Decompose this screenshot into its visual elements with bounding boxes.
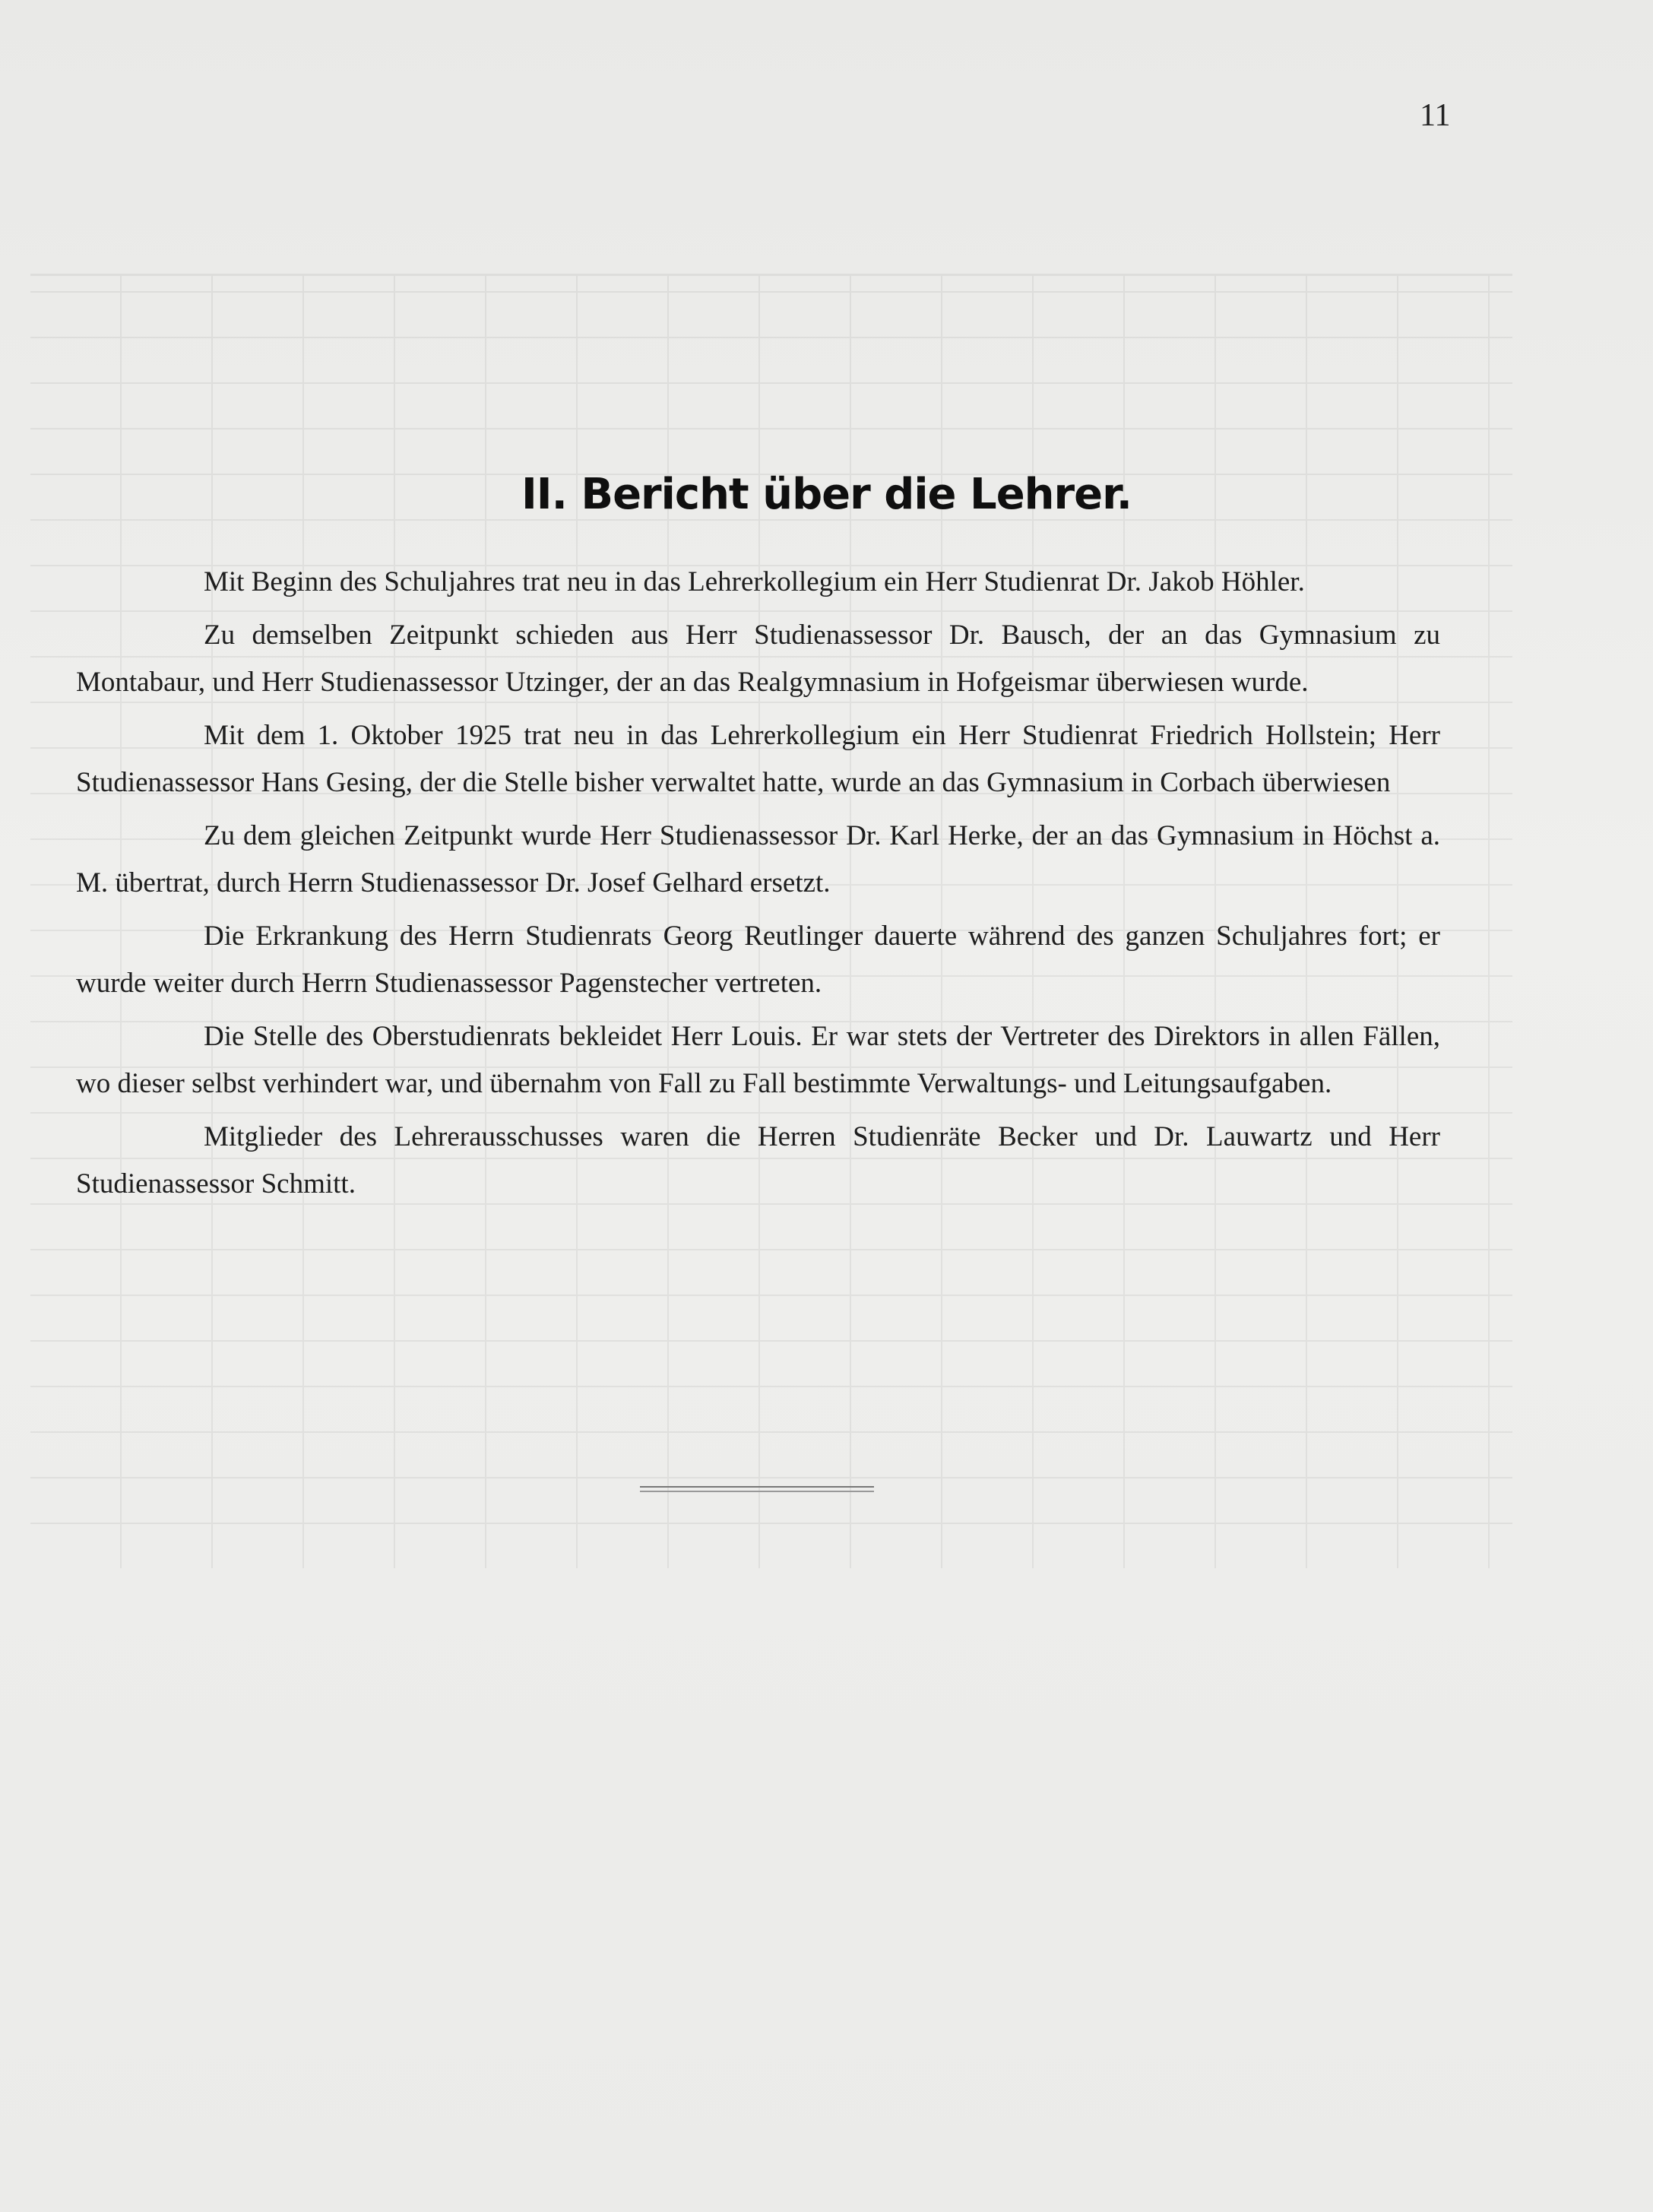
section-divider <box>640 1486 874 1492</box>
paragraph: Die Stelle des Oberstudienrats bekleidet Herr Louis. Er war stets der Vertreter des Direktors in allen Fällen, wo dieser selbst verhindert war, und übernahm von Fall zu Fall bestimmte Verwaltungs- und Leitungsaufgaben. <box>76 1021 1440 1099</box>
paragraph: Zu demselben Zeitpunkt schieden aus Herr Studienassessor Dr. Bausch, der an das Gymnasium zu Montabaur, und Herr Studienassessor Utzinger, der an das Realgymnasium in Hofgeismar überwiesen wurde. <box>76 620 1440 698</box>
paragraph: Die Erkrankung des Herrn Studienrats Georg Reutlinger dauerte während des ganzen Schuljahres fort; er wurde weiter durch Herrn Studienassessor Pagenstecher vertreten. <box>76 921 1440 999</box>
paragraph: Mit Beginn des Schuljahres trat neu in das Lehrerkollegium ein Herr Studienrat Dr. Jakob Höhler. <box>204 566 1305 597</box>
paragraph: Zu dem gleichen Zeitpunkt wurde Herr Studienassessor Dr. Karl Herke, der an das Gymnasium in Höchst a. M. übertrat, durch Herrn Studienassessor Dr. Josef Gelhard ersetzt. <box>76 820 1440 898</box>
section-title: II. Bericht über die Lehrer. <box>521 469 1132 519</box>
body-text <box>76 559 1440 1214</box>
paragraph: Mit dem 1. Oktober 1925 trat neu in das Lehrerkollegium ein Herr Studienrat Friedrich Hollstein; Herr Studienassessor Hans Gesing, der die Stelle bisher verwaltet hatte, wurde an das Gymnasium in Corbach überwiesen <box>76 720 1440 798</box>
page-number: 11 <box>1420 98 1451 133</box>
paragraph: Mitglieder des Lehrerausschusses waren die Herren Studienräte Becker und Dr. Lauwartz und Herr Studienassessor Schmitt. <box>76 1121 1440 1199</box>
